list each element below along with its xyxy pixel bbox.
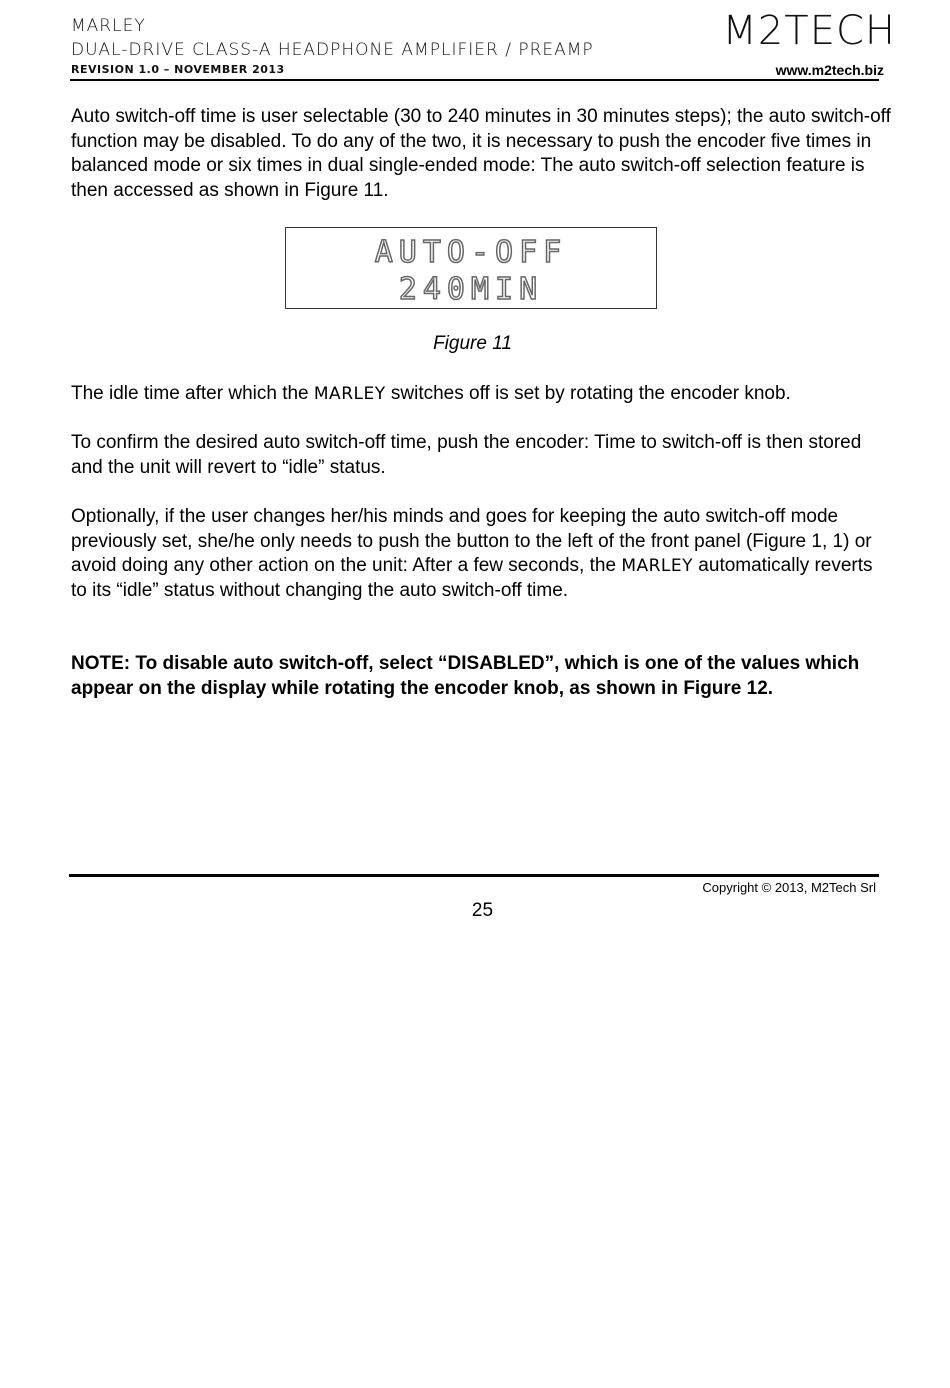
note-paragraph: NOTE: To disable auto switch-off, select “DISABLED”, which is one of the values which appear on the display while rotating the encoder knob, as shown in Figure 12. [71, 653, 860, 699]
copyright-notice: Copyright © 2013, M2Tech Srl [702, 880, 876, 895]
paragraph-optional [71, 505, 891, 603]
paragraph-text: automatically reverts to its “idle” status without changing the auto switch-off time. [71, 555, 873, 601]
paragraph-idle-time [71, 382, 891, 407]
lcd-display-figure [285, 227, 657, 309]
paragraph-text: The idle time after which the [71, 383, 314, 404]
header-subtitle: DUAL-DRIVE CLASS-A HEADPHONE AMPLIFIER / PREAMP [71, 40, 594, 60]
header-revision: REVISION 1.0 – NOVEMBER 2013 [71, 63, 285, 76]
paragraph-intro: Auto switch-off time is user selectable (30 to 240 minutes in 30 minutes steps); the auto switch-off function may be disabled. To do any of the two, it is necessary to push the encoder five times in balanced mode or six times in dual single-ended mode: The auto switch-off selection feature is then accessed as shown in Figure 11. [71, 106, 891, 201]
figure-caption: Figure 11 [433, 333, 512, 354]
paragraph-confirm: To confirm the desired auto switch-off time, push the encoder: Time to switch-off is then stored and the unit will revert to “idle” status. [71, 432, 862, 478]
lcd-line-2: 240MIN [398, 272, 544, 307]
page-number: 25 [471, 900, 494, 921]
lcd-line-1: AUTO-OFF [374, 235, 568, 270]
brand-name-inline: MARLEY [313, 384, 386, 404]
website-link[interactable]: www.m2tech.biz [775, 62, 884, 78]
brand-logo: M2TECH [722, 8, 896, 54]
footer-divider [69, 874, 879, 877]
header-product-name: MARLEY [71, 16, 146, 36]
brand-name-inline: MARLEY [621, 556, 694, 576]
header-divider [70, 79, 879, 81]
paragraph-text: switches off is set by rotating the encoder knob. [385, 383, 791, 404]
paragraph-text: Optionally, if the user changes her/his minds and goes for keeping the auto switch-off mode previously set, she/he only needs to push the button to the left of the front panel (Figure 1, 1) or avoid doing any other action on the unit: After a few seconds, the [71, 506, 872, 576]
